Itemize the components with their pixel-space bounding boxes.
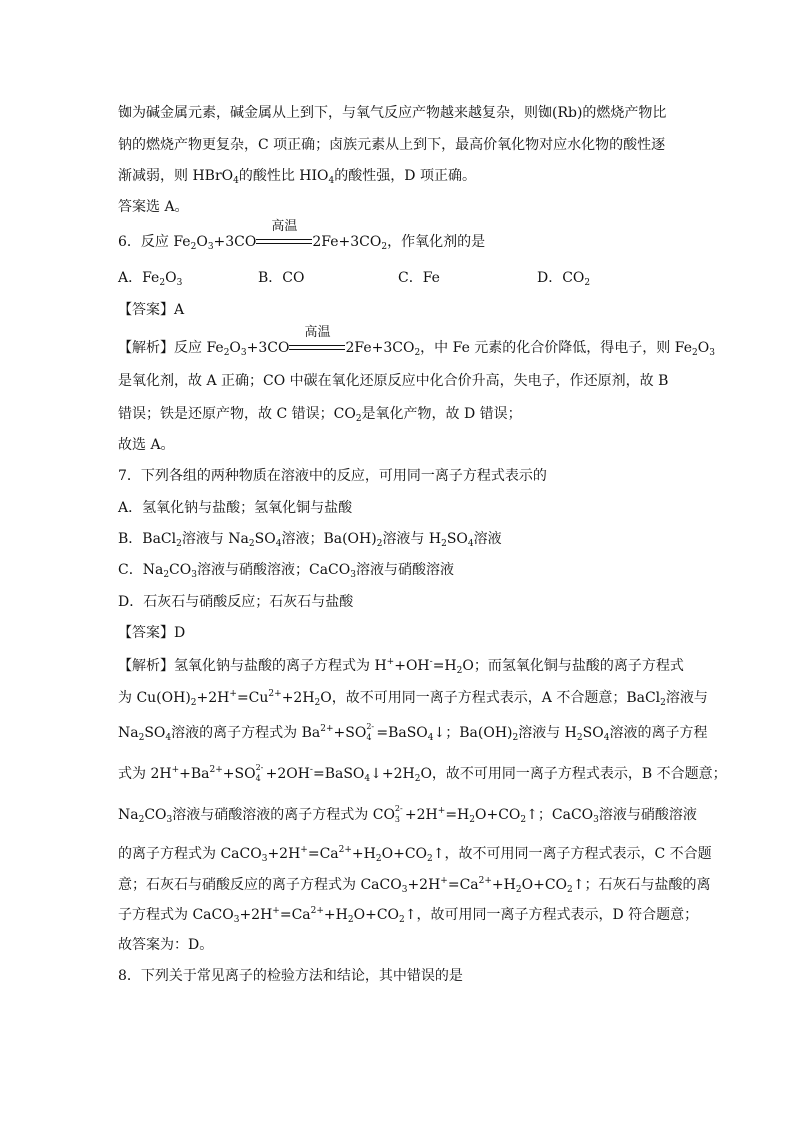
option-c: C．$Na_2CO_3$溶液与硝酸溶液；CaCO$_3$溶液与硝酸溶液: [118, 562, 454, 580]
text-line: $Na_2CO_3$溶液与硝酸溶液的离子方程式为 CO 2- 3 $+2H^+=H_2O+CO_2↑$；CaCO$_3$溶液与硝酸溶液: [118, 804, 697, 825]
option-d: D．石灰石与硝酸反应；石灰石与盐酸: [118, 594, 354, 610]
option-a: A．$Fe_2O_3$: [118, 270, 183, 288]
text-line: 故答案为：D。: [118, 937, 214, 953]
text-line: 子方程式为 $CaCO_3+2H^+=Ca^{2+}+H_2O+CO_2↑$，故可用同一离子方程式表示，D 符合题意；: [118, 906, 699, 925]
analysis-7: 【解析】氢氧化钠与盐酸的离子方程式为 $H^++OH^-=H_2O$；而氢氧化铜与盐酸的离子方程式: [118, 657, 684, 676]
text-line: 意；石灰石与硝酸反应的离子方程式为 $CaCO_3+2H^+=Ca^{2+}+H_2O+CO_2↑$；石灰石与盐酸的离: [118, 876, 711, 895]
option-d: D．$CO_2$: [537, 270, 591, 288]
question-8: 8．下列关于常见离子的检验方法和结论，其中错误的是: [118, 968, 463, 984]
question-6: 6．反应 $Fe_2O_3+3CO$ 高温 $2Fe+3CO_2$，作氧化剂的是: [118, 219, 486, 252]
option-b: B．CO: [258, 270, 305, 286]
reaction-condition: 高温: [256, 232, 312, 252]
text-line: 渐减弱，则 HBrO$_4$的酸性比 $HIO_4$的酸性强，D 项正确。: [118, 168, 476, 186]
text-line: 为 $Cu(OH)_2+2H^+=Cu^{2+}+2H_2O$，故不可用同一离子方程式表示，A 不合题意；BaCl$_2$溶液与: [118, 689, 708, 708]
answer-6: 【答案】A: [118, 302, 185, 318]
text-line: 钠的燃烧产物更复杂，C 项正确；卤族元素从上到下，最高价氧化物对应水化物的酸性逐: [118, 137, 666, 153]
option-a: A．氢氧化钠与盐酸；氢氧化铜与盐酸: [118, 500, 353, 516]
answer-7: 【答案】D: [118, 625, 186, 641]
text-line: 是氧化剂，故 A 正确；CO 中碳在氧化还原反应中化合价升高，失电子，作还原剂，故 B: [118, 373, 669, 389]
text-line: 故选 A。: [118, 437, 175, 453]
text-line: 错误；铁是还原产物，故 C 错误；$CO_2$是氧化产物，故 D 错误；: [118, 406, 522, 424]
text-line: 答案选 A。: [118, 199, 189, 215]
reaction-condition: 高温: [289, 338, 345, 358]
text-line: 的离子方程式为 $CaCO_3+2H^+=Ca^{2+}+H_2O+CO_2↑$，故不可用同一离子方程式表示，C 不合题: [118, 845, 712, 864]
question-7: 7．下列各组的两种物质在溶液中的反应，可用同一离子方程式表示的: [118, 468, 547, 484]
option-c: C．Fe: [398, 270, 440, 286]
text-line: 铷为碱金属元素，碱金属从上到下，与氧气反应产物越来越复杂，则铷(Rb)的燃烧产物比: [118, 105, 667, 121]
text-line: 式为 $2H^++Ba^{2+}+SO$ 2- 4 $+2OH^-=BaSO_4↓+2H_2O$，故不可用同一离子方程式表示，B 不合题意；: [118, 763, 727, 784]
text-line: $Na_2SO_4$溶液的离子方程式为 $Ba^{2+}+SO$ 2- 4 =BaSO$_4$↓；$Ba(OH)_2$溶液与 $H_2SO_4$溶液的离子方程: [118, 722, 708, 743]
analysis-6: 【解析】反应 $Fe_2O_3+3CO$ 高温 $2Fe+3CO_2$，中 Fe 元素的化合价降低，得电子，则 $Fe_2O_3$: [118, 325, 715, 358]
option-b: B．BaCl$_2$溶液与 $Na_2SO_4$溶液；$Ba(OH)_2$溶液与 $H_2SO_4$溶液: [118, 531, 502, 549]
